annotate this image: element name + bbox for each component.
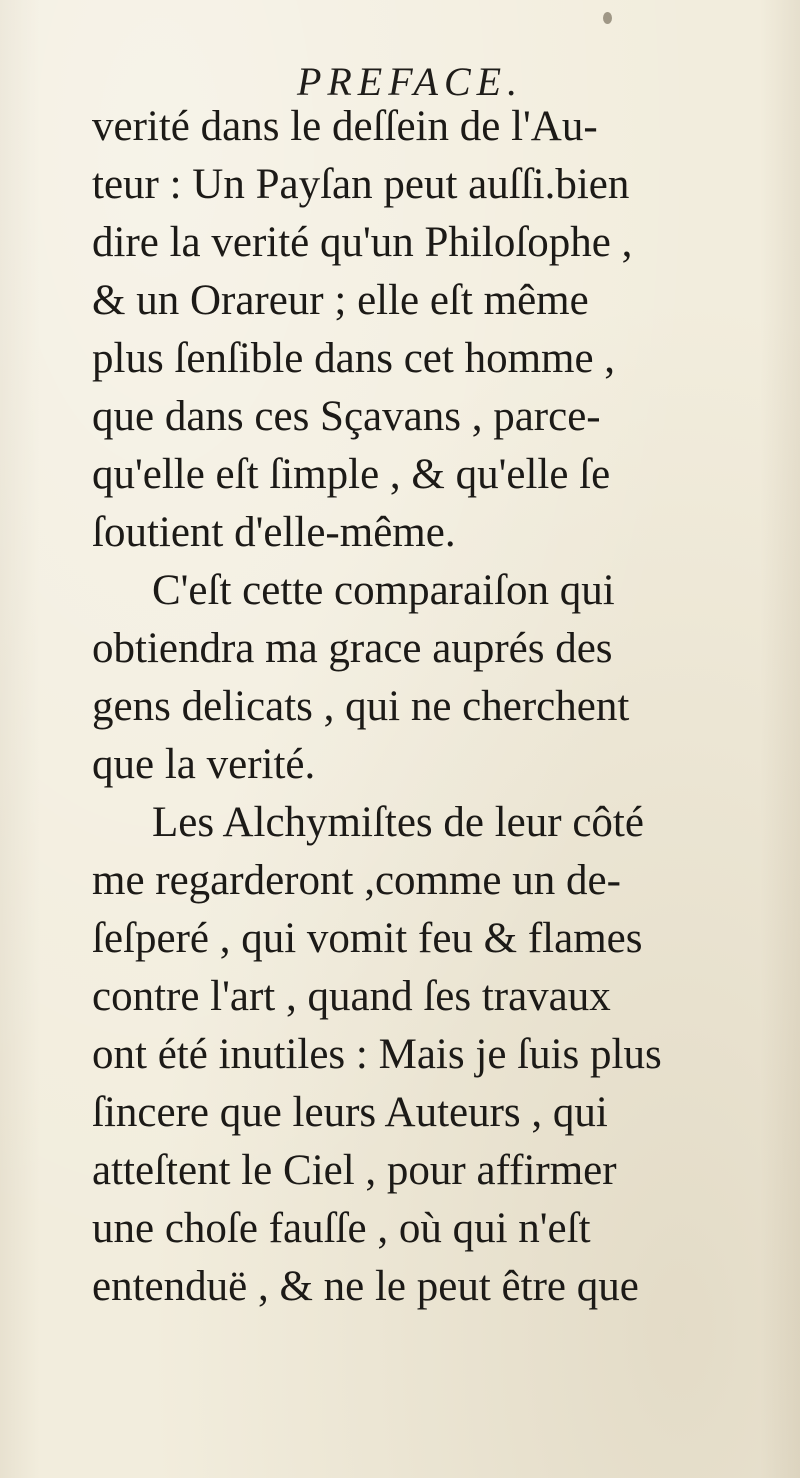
text-line: une choſe fauſſe , où qui n'eſt: [92, 1205, 591, 1252]
text-line: entenduë , & ne le peut être que: [92, 1263, 639, 1310]
text-line: contre l'art , quand ſes travaux: [92, 973, 611, 1020]
text-line: verité dans le deſſein de l'Au-: [92, 103, 598, 150]
text-line: dire la verité qu'un Philoſophe ,: [92, 219, 633, 266]
text-line: Les Alchymiſtes de leur côté: [152, 799, 644, 846]
ink-spot: [603, 12, 612, 24]
text-line: ſoutient d'elle-même.: [92, 509, 456, 556]
text-line: ſincere que leurs Auteurs , qui: [92, 1089, 608, 1136]
text-line: atteſtent le Ciel , pour affirmer: [92, 1147, 617, 1194]
text-line: & un Orareur ; elle eſt même: [92, 277, 589, 324]
text-line: gens delicats , qui ne cherchent: [92, 683, 630, 730]
text-line: ont été inutiles : Mais je ſuis plus: [92, 1031, 662, 1078]
text-line: qu'elle eſt ſimple , & qu'elle ſe: [92, 451, 611, 498]
running-header: PREFACE.: [296, 59, 524, 104]
text-line: que dans ces Sçavans , parce-: [92, 393, 601, 440]
text-line: teur : Un Payſan peut auſſi.bien: [92, 161, 630, 208]
text-line: que la verité.: [92, 741, 316, 788]
text-line: ſeſperé , qui vomit feu & flames: [92, 915, 643, 962]
text-line: C'eſt cette comparaiſon qui: [152, 567, 615, 614]
text-line: me regarderont ,comme un de-: [92, 857, 621, 904]
page-body-text: [92, 98, 762, 1316]
text-line: plus ſenſible dans cet homme ,: [92, 335, 616, 382]
text-line: obtiendra ma grace auprés des: [92, 625, 613, 672]
